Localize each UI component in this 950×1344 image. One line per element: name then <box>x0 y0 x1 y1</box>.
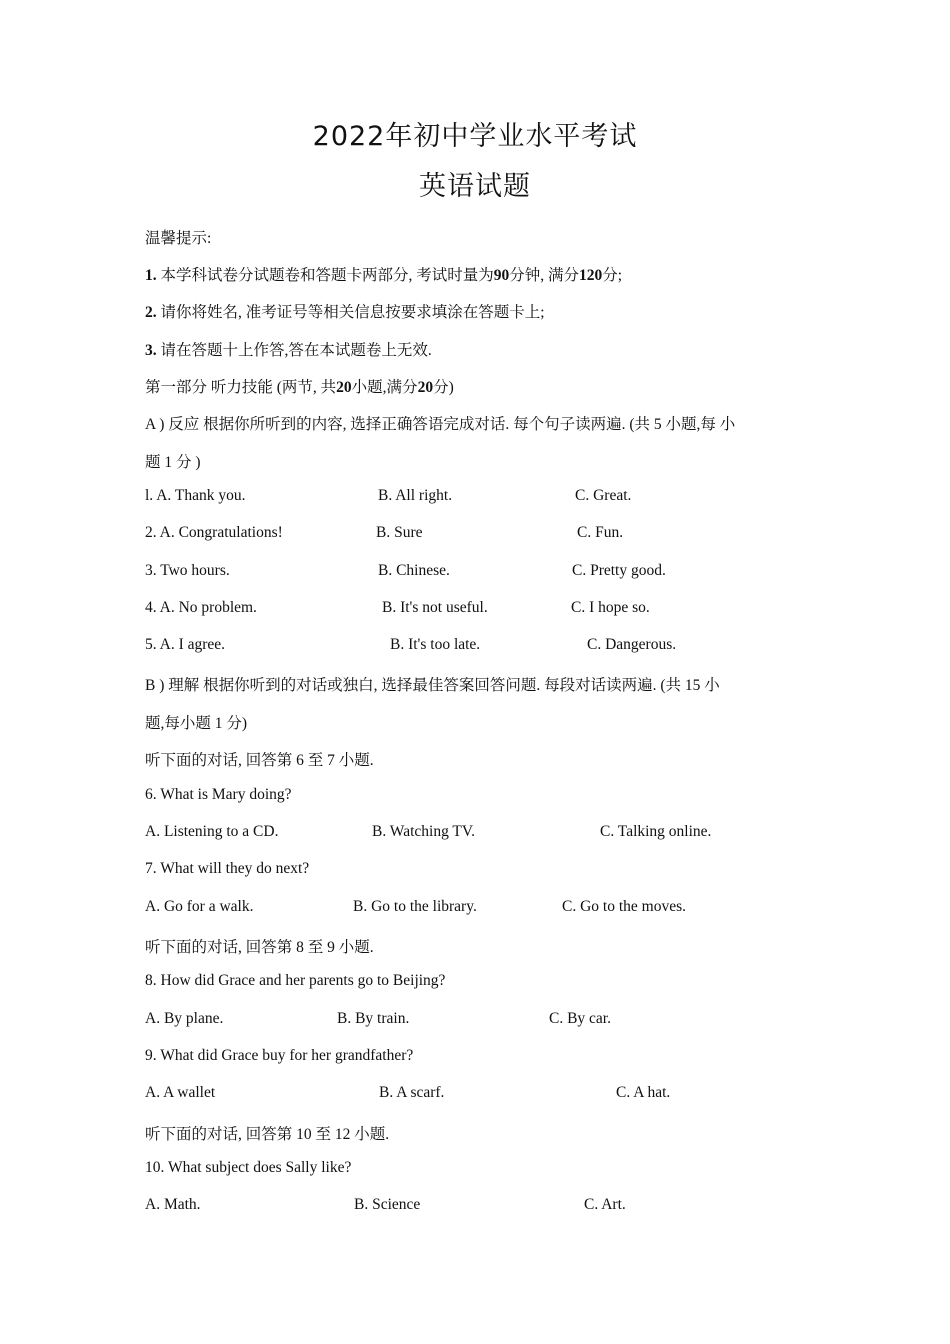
question-stem: 6. What is Mary doing? <box>145 786 292 803</box>
part1-heading <box>145 375 454 397</box>
sectionA-instruction-cont: 题 1 分 ) <box>145 454 201 471</box>
part1-heading-number: 20 <box>417 379 434 396</box>
option-c: C. Talking online. <box>600 823 712 840</box>
option-a: A. A wallet <box>145 1084 216 1101</box>
option-a: A. By plane. <box>145 1010 224 1027</box>
sectionB-instruction-cont: 题,每小题 1 分) <box>145 715 248 732</box>
question-stem: 10. What subject does Sally like? <box>145 1159 352 1176</box>
option-a: A. Go for a walk. <box>145 898 254 915</box>
option-c: C. A hat. <box>616 1084 671 1101</box>
question-stem: 8. How did Grace and her parents go to Beijing? <box>145 972 446 989</box>
option-b: B. It's too late. <box>390 636 481 653</box>
question-stem: 7. What will they do next? <box>145 860 310 877</box>
tip-number: 2. <box>145 304 157 321</box>
option-c: C. By car. <box>549 1010 611 1027</box>
option-a: 3. Two hours. <box>145 562 230 579</box>
option-a: 2. A. Congratulations! <box>145 524 283 541</box>
tip-number: 3. <box>145 342 157 359</box>
question-stem: 9. What did Grace buy for her grandfather? <box>145 1047 414 1064</box>
option-b: B. It's not useful. <box>382 599 488 616</box>
exam-subtitle: 英语试题 <box>419 171 531 202</box>
option-b: B. Sure <box>376 524 423 541</box>
tip-number: 1. <box>145 267 157 284</box>
sectionB-instruction: B ) 理解 根据你听到的对话或独白, 选择最佳答案回答问题. 每段对话读两遍. (共 15 小 <box>145 677 720 694</box>
exam-title: 2022年初中学业水平考试 <box>312 121 638 152</box>
tip-text: 本学科试卷分试题卷和答题卡两部分, 考试时量为 <box>160 267 494 284</box>
tip-bold: 90 <box>493 267 510 284</box>
option-b: B. Chinese. <box>378 562 450 579</box>
option-c: C. Fun. <box>577 524 624 541</box>
tip-item-1 <box>145 263 622 285</box>
tip-item-3 <box>145 338 432 360</box>
option-a: 5. A. I agree. <box>145 636 226 653</box>
option-c: C. Go to the moves. <box>562 898 686 915</box>
option-a: 4. A. No problem. <box>145 599 257 616</box>
option-c: C. Art. <box>584 1196 626 1213</box>
option-a: A. Listening to a CD. <box>145 823 279 840</box>
tip-item-2 <box>145 300 545 322</box>
option-b: B. Science <box>354 1196 421 1213</box>
option-b: B. Go to the library. <box>353 898 477 915</box>
part1-heading-text: 小题,满分 <box>351 379 418 396</box>
tip-text: 分; <box>602 267 623 284</box>
option-b: B. All right. <box>378 487 453 504</box>
tip-text: 分钟, 满分 <box>509 267 580 284</box>
tip-text: 请在答题十上作答,答在本试题卷上无效. <box>160 342 432 359</box>
group-instruction: 听下面的对话, 回答第 10 至 12 小题. <box>145 1126 390 1143</box>
option-c: C. I hope so. <box>571 599 650 616</box>
option-b: B. By train. <box>337 1010 410 1027</box>
group-instruction: 听下面的对话, 回答第 8 至 9 小题. <box>145 939 374 956</box>
option-a: A. Math. <box>145 1196 201 1213</box>
option-c: C. Pretty good. <box>572 562 666 579</box>
option-c: C. Great. <box>575 487 632 504</box>
part1-heading-number: 20 <box>336 379 352 396</box>
sectionA-instruction: A ) 反应 根据你所听到的内容, 选择正确答语完成对话. 每个句子读两遍. (共 5 小题,每 小 <box>145 416 736 433</box>
option-b: B. A scarf. <box>379 1084 445 1101</box>
option-b: B. Watching TV. <box>372 823 475 840</box>
part1-heading-text: 第一部分 听力技能 (两节, 共 <box>145 379 337 396</box>
option-c: C. Dangerous. <box>587 636 677 653</box>
tip-bold: 120 <box>579 267 603 284</box>
option-a: l. A. Thank you. <box>145 487 246 504</box>
group-instruction: 听下面的对话, 回答第 6 至 7 小题. <box>145 752 374 769</box>
part1-heading-text: 分) <box>433 379 454 396</box>
tip-text: 请你将姓名, 准考证号等相关信息按要求填涂在答题卡上; <box>160 304 545 321</box>
tips-heading: 温馨提示: <box>145 230 212 247</box>
